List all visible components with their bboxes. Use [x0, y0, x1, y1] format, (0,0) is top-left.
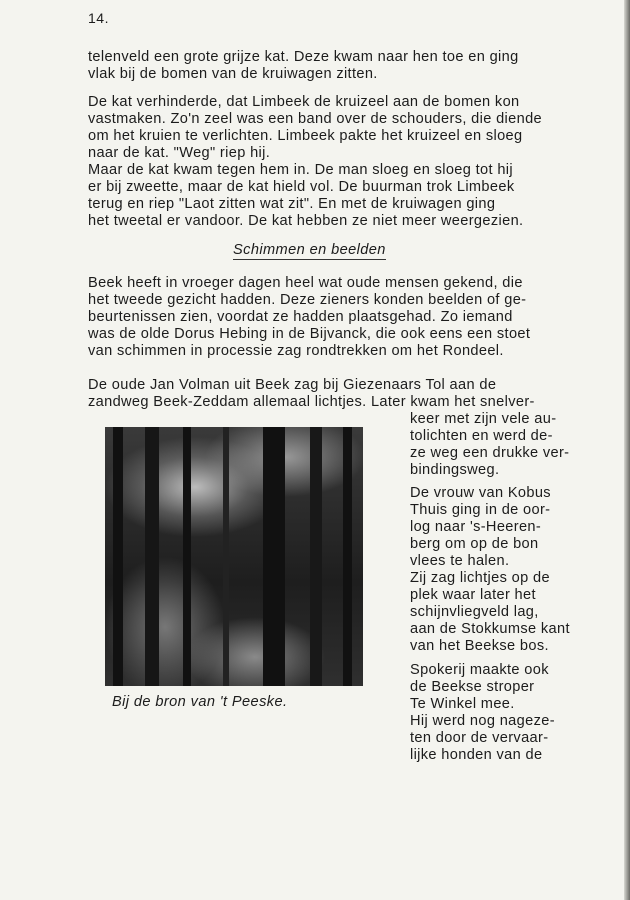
scan-edge — [624, 0, 630, 900]
text-line: keer met zijn vele au- — [410, 411, 557, 427]
text-line: lijke honden van de — [410, 747, 543, 763]
text-line: Beek heeft in vroeger dagen heel wat oude mensen gekend, die — [88, 275, 523, 291]
text-line: terug en riep "Laot zitten wat zit". En met de kruiwagen ging — [88, 196, 496, 212]
text-line: plek waar later het — [410, 587, 536, 603]
text-line: beurtenissen zien, voordat ze hadden plaatsgehad. Zo iemand — [88, 309, 513, 325]
text-line: Thuis ging in de oor- — [410, 502, 551, 518]
text-line: Te Winkel mee. — [410, 696, 515, 712]
text-line: de Beekse stroper — [410, 679, 535, 695]
text-line: ze weg een drukke ver- — [410, 445, 570, 461]
text-line: ten door de vervaar- — [410, 730, 549, 746]
text-line: telenveld een grote grijze kat. Deze kwam naar hen toe en ging — [88, 49, 519, 65]
text-line: vastmaken. Zo'n zeel was een band over de schouders, die diende — [88, 111, 542, 127]
text-line: was de olde Dorus Hebing in de Bijvanck, die ook eens een stoet — [88, 326, 531, 342]
photo-caption: Bij de bron van 't Peeske. — [112, 694, 288, 710]
text-line: Hij werd nog nageze- — [410, 713, 555, 729]
text-line: er bij zweette, maar de kat hield vol. De buurman trok Limbeek — [88, 179, 515, 195]
text-line: schijnvliegveld lag, — [410, 604, 539, 620]
column-paragraph-2 — [410, 485, 570, 655]
text-line: log naar 's-Heeren- — [410, 519, 542, 535]
text-line: het tweede gezicht hadden. Deze zieners konden beelden of ge- — [88, 292, 527, 308]
text-line: om het kruien te verlichten. Limbeek pakte het kruizeel en sloeg — [88, 128, 523, 144]
forest-stream-photo — [105, 427, 363, 686]
text-line: Spokerij maakte ook — [410, 662, 549, 678]
text-line: aan de Stokkumse kant — [410, 621, 570, 637]
text-line: naar de kat. "Weg" riep hij. — [88, 145, 271, 161]
text-line: Maar de kat kwam tegen hem in. De man sloeg en sloeg tot hij — [88, 162, 513, 178]
text-line: bindingsweg. — [410, 462, 500, 478]
paragraph-4 — [88, 377, 535, 411]
paragraph-1 — [88, 49, 519, 83]
column-paragraph-3 — [410, 662, 555, 764]
text-line: het tweetal er vandoor. De kat hebben ze niet meer weergezien. — [88, 213, 524, 229]
text-line: Zij zag lichtjes op de — [410, 570, 550, 586]
text-line: tolichten en werd de- — [410, 428, 553, 444]
text-line: van schimmen in processie zag rondtrekken om het Rondeel. — [88, 343, 504, 359]
text-line: zandweg Beek-Zeddam allemaal lichtjes. Later kwam het snelver- — [88, 394, 535, 410]
text-line: vlees te halen. — [410, 553, 510, 569]
paragraph-3 — [88, 275, 530, 360]
text-line: berg om op de bon — [410, 536, 539, 552]
section-heading: Schimmen en beelden — [233, 242, 386, 258]
text-line: De kat verhinderde, dat Limbeek de kruizeel aan de bomen kon — [88, 94, 520, 110]
text-line: De oude Jan Volman uit Beek zag bij Giezenaars Tol aan de — [88, 377, 497, 393]
text-line: vlak bij de bomen van de kruiwagen zitten. — [88, 66, 378, 82]
text-line: van het Beekse bos. — [410, 638, 549, 654]
text-line: De vrouw van Kobus — [410, 485, 551, 501]
paragraph-2 — [88, 94, 542, 230]
column-paragraph-1 — [410, 411, 569, 479]
page-number: 14. — [88, 10, 109, 26]
